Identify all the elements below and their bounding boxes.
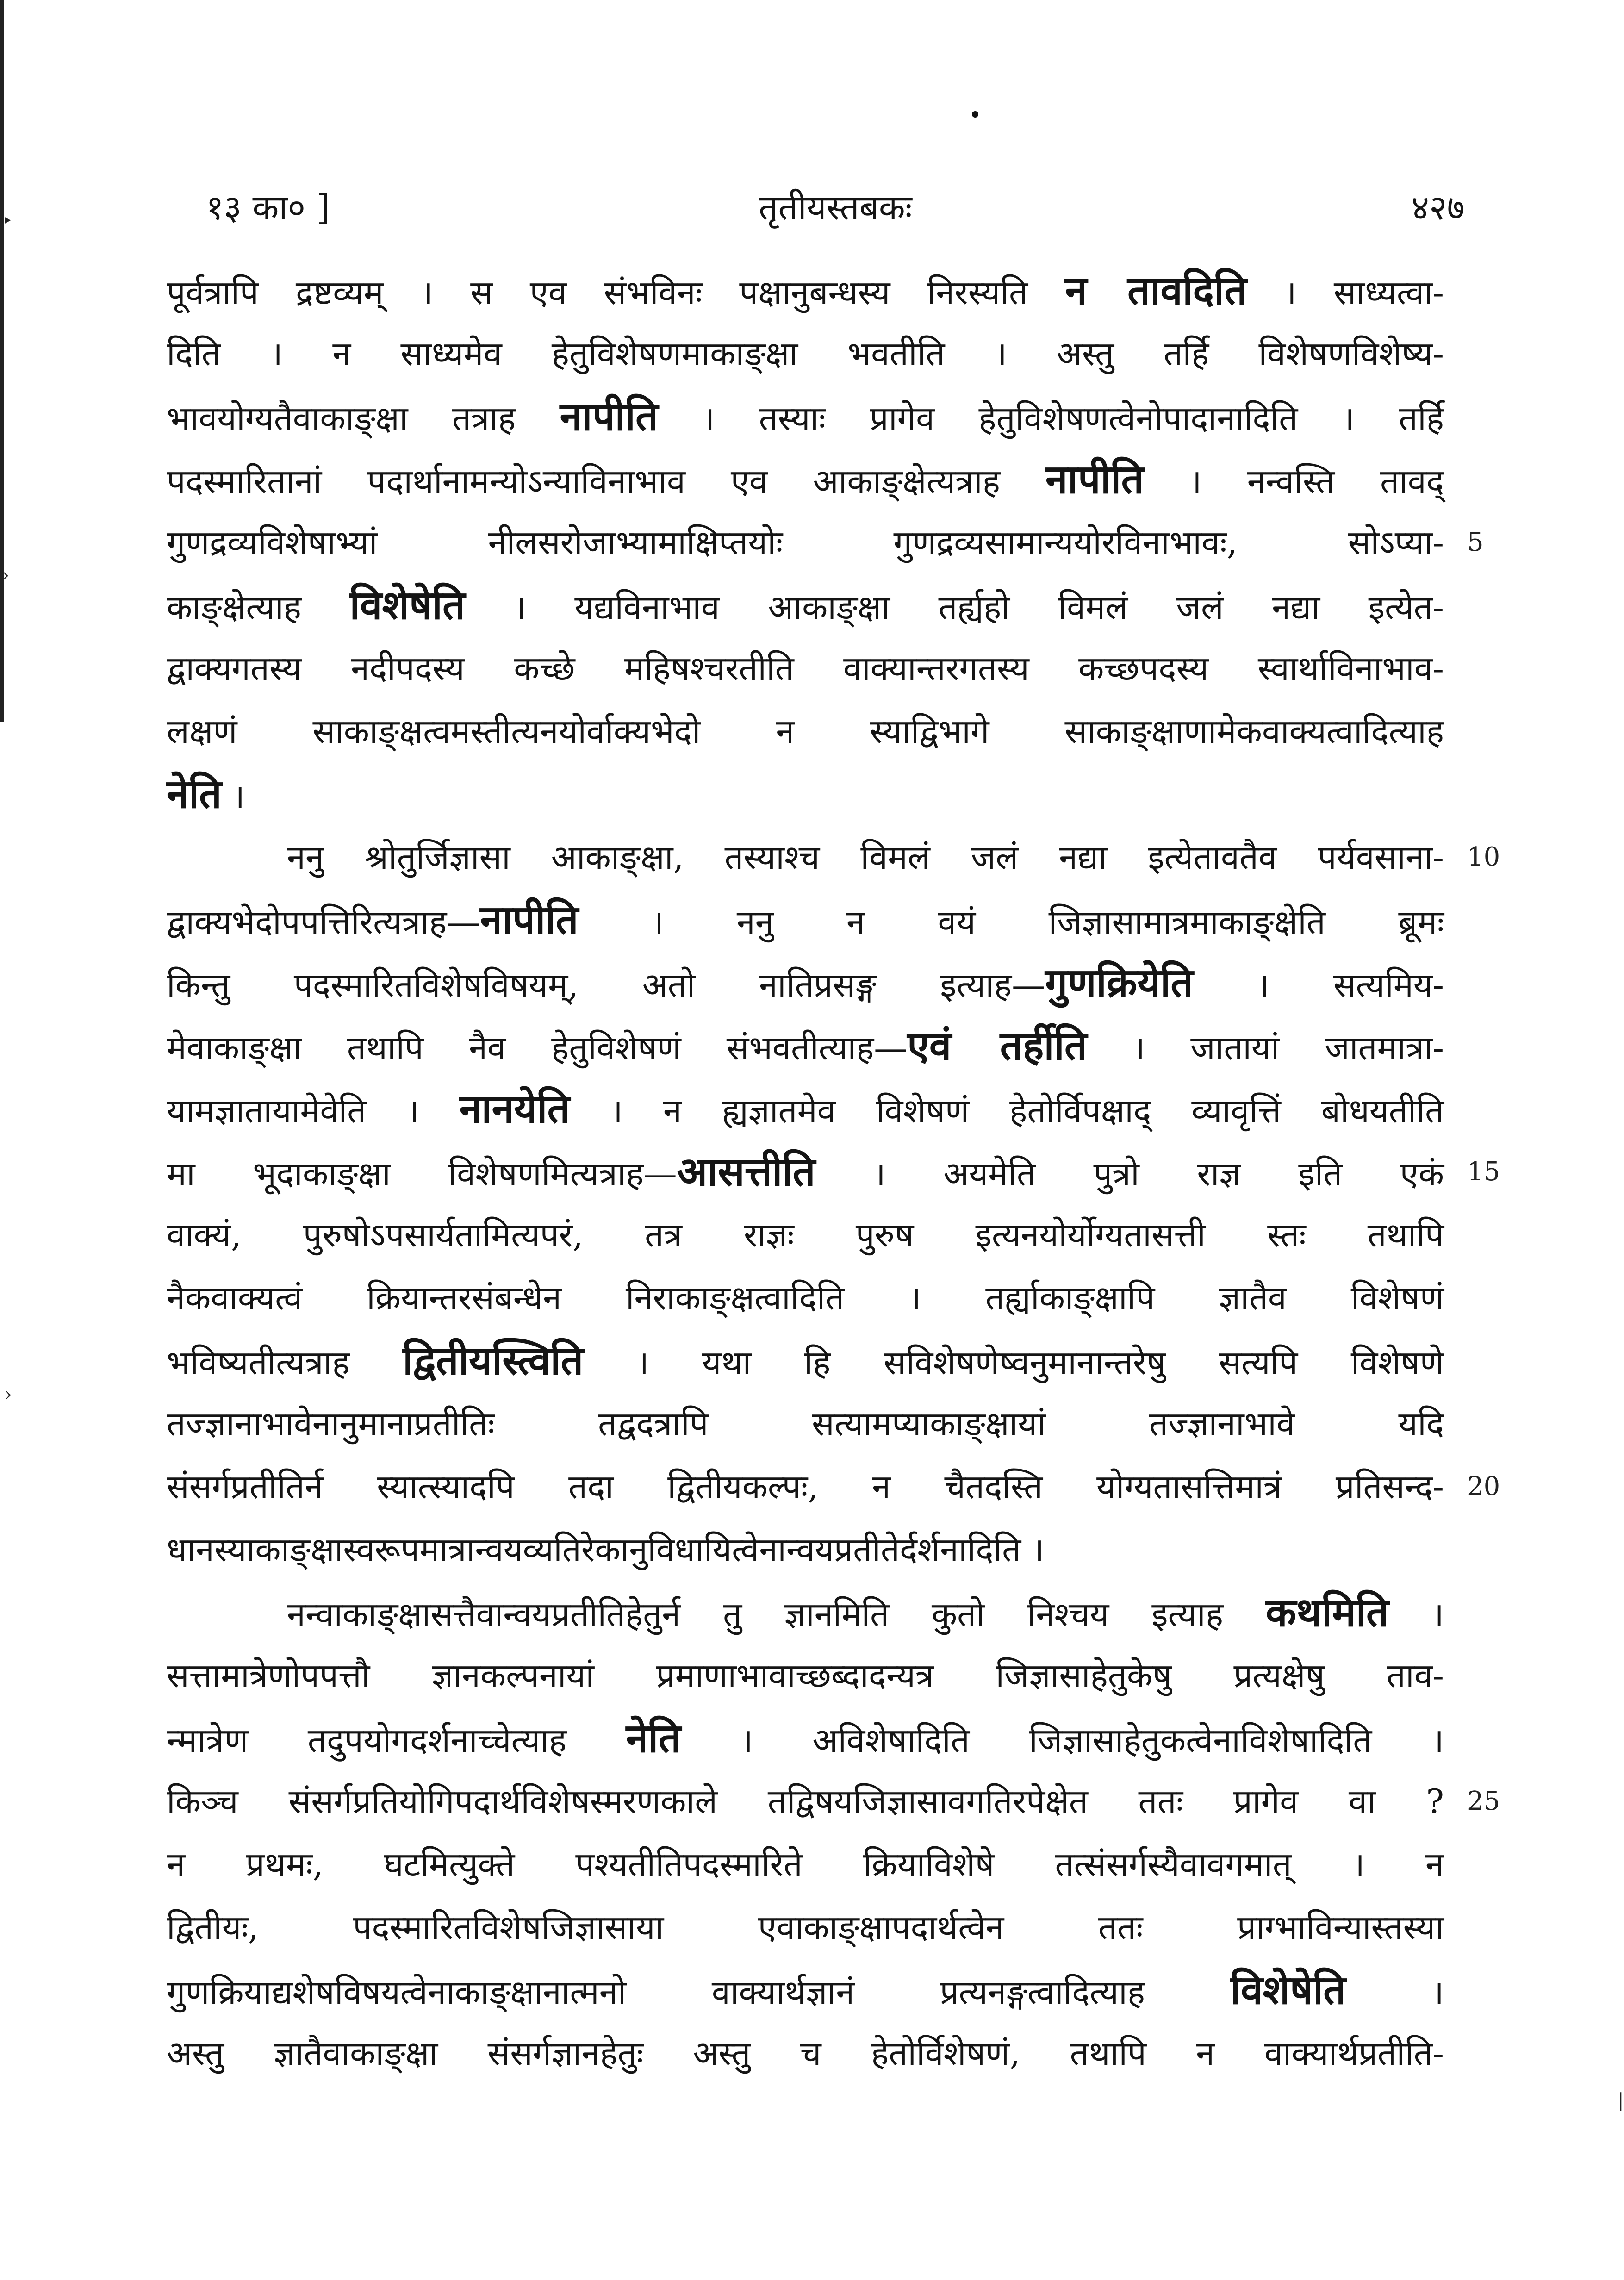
text-line — [167, 637, 1444, 700]
text-line — [167, 1203, 1444, 1266]
text-line — [167, 2022, 1444, 2085]
text-line — [167, 763, 1444, 826]
text-segment: किञ्च संसर्गप्रतियोगिपदार्थविशेषस्मरणकाले तद्विषयजिज्ञासावगतिरपेक्षेत ततः प्रागेव वा ? — [167, 1782, 1444, 1821]
text-segment: गुणद्रव्यविशेषाभ्यां नीलसरोजाभ्यामाक्षिप्तयोः गुणद्रव्यसामान्ययोरविनाभावः, सोऽप्या- — [167, 523, 1444, 562]
text-segment: धानस्याकाङ्क्षास्वरूपमात्रान्वयव्यतिरेकानुविधायित्वेनान्वयप्रतीतेर्दर्शनादिति । — [167, 1530, 1045, 1569]
text-segment: लक्षणं साकाङ्क्षत्वमस्तीत्यनयोर्वाक्यभेदो न स्याद्विभागे साकाङ्क्षाणामेकवाक्यत्वादित्याह — [167, 712, 1444, 751]
text-line — [167, 1078, 1444, 1140]
text-segment: पूर्वत्रापि द्रष्टव्यम् । स एव संभविनः पक्षानुबन्धस्य निरस्यति — [167, 273, 1065, 312]
text-line — [167, 952, 1444, 1015]
text-segment: । ननु न वयं जिज्ञासामात्रमाकाङ्क्षेति ब्रूमः — [578, 903, 1444, 941]
text-segment: । जातायां जातमात्रा- — [1087, 1028, 1444, 1067]
text-line — [167, 1959, 1444, 2022]
text-segment: पदस्मारितानां पदार्थानामन्योऽन्याविनाभाव एव आकाङ्क्षेत्यत्राह — [167, 462, 1046, 501]
text-segment: यामज्ञातायामेवेति । — [167, 1091, 460, 1130]
line-number: 25 — [1467, 1786, 1500, 1816]
text-segment: किन्तु पदस्मारितविशेषविषयम्, अतो नातिप्रसङ्ग इत्याह— — [167, 966, 1045, 1004]
text-line — [167, 259, 1444, 322]
text-line — [167, 826, 1500, 889]
text-segment: सत्तामात्रेणोपपत्तौ ज्ञानकल्पनायां प्रमाणाभावाच्छब्दादन्यत्र जिज्ञासाहेतुकेषु प्रत्यक्षेषु ताव- — [167, 1656, 1444, 1695]
text-segment: काङ्क्षेत्याह — [167, 588, 350, 627]
text-line — [167, 1707, 1444, 1770]
lemma: न तावदिति — [1065, 267, 1247, 314]
text-line — [167, 1896, 1444, 1959]
page-number: ४२७ — [1411, 188, 1465, 228]
text-segment: तज्ज्ञानाभावेनानुमानाप्रतीतिः तद्वदत्रापि सत्यामप्याकाङ्क्षायां तज्ज्ञानाभावे यदि — [167, 1404, 1444, 1443]
text-line — [167, 322, 1444, 385]
margin-mark: ‣ — [2, 211, 13, 232]
margin-mark: › — [2, 565, 9, 586]
text-segment: । यथा हि सविशेषणेष्वनुमानान्तरेषु सत्यपि विशेषणे — [583, 1343, 1444, 1382]
text-segment: । यद्यविनाभाव आकाङ्क्षा तर्ह्यहो विमलं जलं नद्या इत्येत- — [465, 588, 1444, 627]
line-number: 5 — [1467, 527, 1484, 557]
text-line — [167, 1329, 1444, 1392]
text-segment: न प्रथमः, घटमित्युक्ते पश्यतीतिपदस्मारिते क्रियाविशेषे तत्संसर्गस्यैवावगमात् । न — [167, 1845, 1444, 1884]
text-line — [167, 1770, 1500, 1833]
text-line — [167, 1015, 1444, 1078]
line-number: 15 — [1467, 1157, 1500, 1187]
text-segment: ननु श्रोतुर्जिज्ञासा आकाङ्क्षा, तस्याश्च विमलं जलं नद्या इत्येतावतैव पर्यवसाना- — [287, 838, 1444, 877]
page-dot — [972, 111, 978, 118]
text-segment: भविष्यतीत्यत्राह — [167, 1343, 403, 1382]
text-segment: नैकवाक्यत्वं क्रियान्तरसंबन्धेन निराकाङ्क्षत्वादिति । तर्ह्याकाङ्क्षापि ज्ञातैव विशेषणं — [167, 1278, 1444, 1317]
text-line — [167, 385, 1444, 448]
text-line — [167, 1833, 1444, 1896]
lemma: आसत्तीति — [677, 1148, 815, 1195]
margin-mark: | — [1618, 2090, 1624, 2111]
lemma: नापीति — [480, 897, 579, 943]
text-segment: भावयोग्यतैवाकाङ्क्षा तत्राह — [167, 399, 560, 438]
lemma: गुणक्रियेति — [1045, 959, 1194, 1006]
text-segment: न्मात्रेण तदुपयोगदर्शनाच्चेत्याह — [167, 1721, 626, 1760]
text-segment: द्वितीयः, पदस्मारितविशेषजिज्ञासाया एवाकाङ्क्षापदार्थत्वेन ततः प्राग्भाविन्यास्तस्या — [167, 1908, 1444, 1947]
lemma: एवं तर्हीति — [907, 1022, 1087, 1069]
text-line — [167, 1455, 1500, 1518]
text-segment: अस्तु ज्ञातैवाकाङ्क्षा संसर्गज्ञानहेतुः अस्तु च हेतोर्विशेषणं, तथापि न वाक्यार्थप्रतीति- — [167, 2034, 1444, 2073]
page-header — [206, 183, 1465, 238]
text-line — [167, 889, 1444, 952]
text-segment: गुणक्रियाद्यशेषविषयत्वेनाकाङ्क्षानात्मनो वाक्यार्थज्ञानं प्रत्यनङ्गत्वादित्याह — [167, 1973, 1231, 2012]
text-line — [167, 511, 1484, 574]
line-number: 20 — [1467, 1471, 1500, 1501]
lemma: नापीति — [560, 393, 659, 440]
text-line — [167, 1644, 1444, 1707]
lemma: कथमिति — [1265, 1589, 1389, 1636]
text-segment: । साध्यत्वा- — [1247, 273, 1444, 312]
line-number: 10 — [1467, 842, 1500, 872]
scan-edge-line — [0, 0, 4, 722]
lemma: नानयेति — [459, 1085, 570, 1132]
chapter-marker: १३ का० ] — [206, 188, 330, 228]
text-line — [167, 1266, 1444, 1329]
text-segment: । — [1388, 1595, 1444, 1634]
text-line — [167, 1392, 1444, 1455]
text-segment: । — [1346, 1973, 1444, 2012]
text-segment: द्वाक्यभेदोपपत्तिरित्यत्राह— — [167, 903, 480, 941]
text-segment: द्वाक्यगतस्य नदीपदस्य कच्छे महिषश्चरतीति वाक्यान्तरगतस्य कच्छपदस्य स्वार्थाविनाभाव- — [167, 649, 1444, 688]
text-line — [167, 1518, 1444, 1581]
text-segment: नन्वाकाङ्क्षासत्तैवान्वयप्रतीतिहेतुर्न तु ज्ञानमिति कुतो निश्चय इत्याह — [287, 1595, 1266, 1634]
running-title: तृतीयस्तबकः — [759, 188, 912, 228]
text-segment: मेवाकाङ्क्षा तथापि नैव हेतुविशेषणं संभवतीत्याह— — [167, 1028, 908, 1067]
margin-mark: › — [5, 1384, 12, 1405]
text-line — [167, 1140, 1500, 1203]
text-line — [167, 448, 1444, 511]
text-segment: । न ह्यज्ञातमेव विशेषणं हेतोर्विपक्षाद् व्यावृत्तिं बोधयतीति — [570, 1091, 1444, 1130]
lemma: नेति — [167, 771, 222, 817]
text-segment: । अयमेति पुत्रो राज्ञ इति एकं — [815, 1154, 1444, 1193]
text-segment: वाक्यं, पुरुषोऽपसार्यतामित्यपरं, तत्र राज्ञः पुरुष इत्यनयोर्योग्यतासत्ती स्तः तथापि — [167, 1215, 1444, 1254]
text-segment: । — [222, 777, 245, 816]
text-segment: । नन्वस्ति तावद् — [1144, 462, 1444, 501]
text-segment: । तस्याः प्रागेव हेतुविशेषणत्वेनोपादानादिति । तर्हि — [658, 399, 1444, 438]
commentary-text — [167, 259, 1500, 2085]
text-line — [167, 700, 1444, 763]
text-segment: दिति । न साध्यमेव हेतुविशेषणमाकाङ्क्षा भवतीति । अस्तु तर्हि विशेषणविशेष्य- — [167, 334, 1444, 373]
text-line — [167, 574, 1444, 637]
text-segment: । सत्यमिय- — [1193, 966, 1444, 1004]
text-segment: मा भूदाकाङ्क्षा विशेषणमित्यत्राह— — [167, 1154, 677, 1193]
lemma: विशेषेति — [1230, 1967, 1346, 2013]
lemma: विशेषेति — [349, 582, 465, 629]
lemma: द्वितीयस्त्विति — [403, 1337, 584, 1384]
text-segment: । अविशेषादिति जिज्ञासाहेतुकत्वेनाविशेषादिति । — [681, 1721, 1444, 1760]
lemma: नापीति — [1045, 456, 1144, 503]
lemma: नेति — [626, 1715, 681, 1762]
text-line — [167, 1581, 1444, 1644]
text-segment: संसर्गप्रतीतिर्न स्यात्स्यादपि तदा द्वितीयकल्पः, न चैतदस्ति योग्यतासत्तिमात्रं प्रतिसन्द- — [167, 1467, 1444, 1506]
